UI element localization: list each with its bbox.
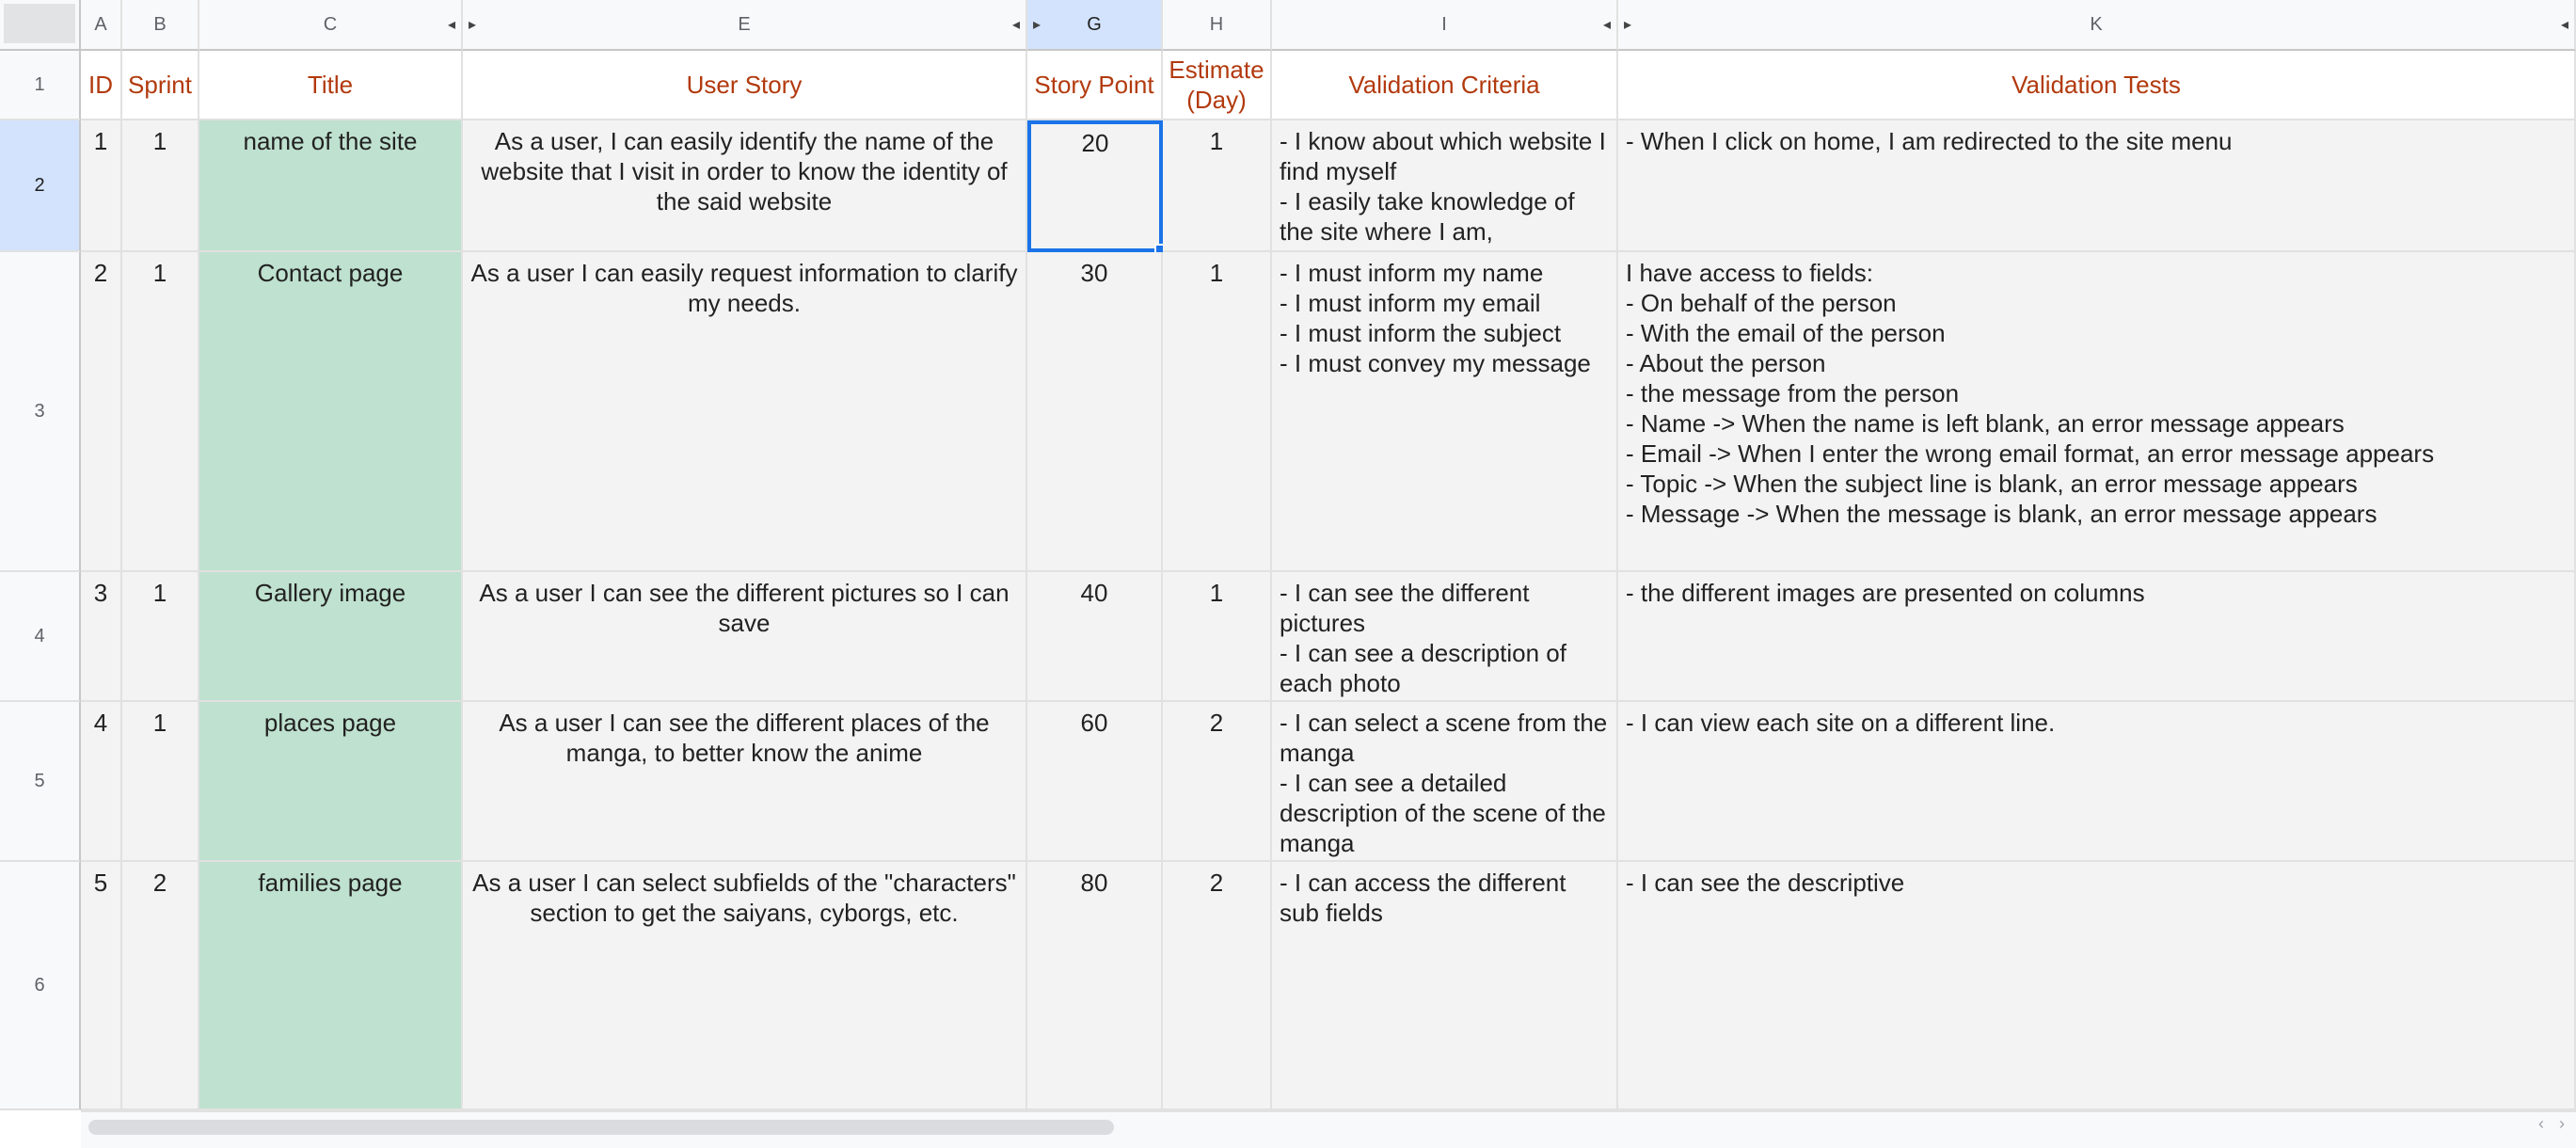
cell-story-point[interactable] [1027,120,1163,252]
cell-text: Contact page [257,259,404,287]
column-header-e[interactable] [463,0,1027,51]
cell-text-line: the site where I am, [1280,217,1493,246]
column-header-label: H [1209,13,1224,35]
column-header-label: A [94,13,107,35]
cell-text-line: manga [1280,829,1355,857]
cell-validation-criteria[interactable] [1272,120,1618,252]
cell-text-line: - When I click on home, I am redirected to the site menu [1626,127,2233,155]
cell-title[interactable] [199,252,463,572]
column-header-i[interactable] [1272,0,1618,51]
cell-validation-tests[interactable] [1618,702,2576,862]
row-header-1[interactable]: 1 [0,51,81,120]
cell-text: 80 [1080,869,1108,897]
cell-estimate[interactable] [1163,120,1272,252]
cell-text-line: - I easily take knowledge of [1280,187,1575,215]
cell-text-line: - I can see the different [1280,579,1530,607]
cell-text-line: manga, to better know the anime [565,739,923,767]
cell-estimate[interactable] [1163,702,1272,862]
cell-text: 1 [152,127,167,155]
cell-text-line: - I can view each site on a different line. [1626,709,2056,737]
cell-text-line: my needs. [688,289,801,317]
cell-text-line: description of the scene of the [1280,799,1606,827]
cell-text: 1 [152,709,167,737]
row-header-4[interactable]: 4 [0,572,81,702]
cell-text: 60 [1080,709,1108,737]
cell-user-story[interactable] [463,252,1027,572]
cell-sprint[interactable] [122,252,199,572]
header-cell-title[interactable]: Title [199,51,463,120]
cell-text: 40 [1080,579,1108,607]
cell-estimate[interactable] [1163,572,1272,702]
cell-text: Gallery image [254,579,406,607]
cell-title[interactable] [199,862,463,1110]
cell-text-line: As a user I can see the different places of the [499,709,990,737]
collapse-left-icon[interactable]: ◂ [2560,17,2568,33]
cell-user-story[interactable] [463,862,1027,1110]
cell-user-story[interactable] [463,120,1027,252]
cell-text: 2 [1209,869,1224,897]
cell-text-line: each photo [1280,669,1401,697]
cell-text: name of the site [243,127,418,155]
cell-text: 4 [93,709,108,737]
row-header-5[interactable]: 5 [0,702,81,862]
cell-story-point[interactable] [1027,702,1163,862]
cell-text-line: As a user, I can easily identify the name of the [494,127,994,155]
cell-text: 1 [1209,127,1224,155]
cell-text: 2 [93,259,108,287]
cell-user-story[interactable] [463,702,1027,862]
collapse-left-icon[interactable]: ◂ [447,17,455,33]
cell-title[interactable] [199,120,463,252]
cell-text-line: - Message -> When the message is blank, an error message appears [1626,500,2377,528]
cell-story-point[interactable] [1027,572,1163,702]
cell-validation-criteria[interactable] [1272,862,1618,1110]
cell-text-line: - I can see a detailed [1280,769,1507,797]
cell-text-line: - I must inform the subject [1280,319,1562,347]
column-header-g[interactable] [1027,0,1163,51]
cell-text-line: - I can see the descriptive [1626,869,1905,897]
column-header-label: C [323,13,338,35]
column-header-label: B [153,13,167,35]
cell-estimate[interactable] [1163,862,1272,1110]
cell-text-line: - On behalf of the person [1626,289,1897,317]
cell-text-line: As a user I can select subfields of the "characters" [472,869,1016,897]
cell-id[interactable] [81,572,122,702]
cell-text-line: As a user I can see the different pictures so I can [479,579,1010,607]
cell-text: 5 [93,869,108,897]
cell-text-line: sub fields [1280,899,1383,927]
cell-id[interactable] [81,702,122,862]
expand-right-icon[interactable]: ▸ [1033,17,1042,33]
column-header-label: E [738,13,751,35]
horizontal-scrollbar-thumb[interactable] [88,1120,1114,1135]
cell-text-line: As a user I can easily request information to clarify [470,259,1018,287]
cell-text-line: - I must inform my name [1280,259,1544,287]
cell-text-line: - With the email of the person [1626,319,1946,347]
cell-story-point[interactable] [1027,862,1163,1110]
header-cell-user-story[interactable]: User Story [463,51,1027,120]
cell-text: 1 [1209,259,1224,287]
cell-title[interactable] [199,572,463,702]
cell-text: 20 [1081,129,1109,157]
cell-sprint[interactable] [122,702,199,862]
cell-text-line: - I know about which website I [1280,127,1606,155]
column-header-label: G [1087,13,1102,35]
cell-text: 2 [1209,709,1224,737]
cell-validation-criteria[interactable] [1272,572,1618,702]
cell-text: 3 [93,579,108,607]
expand-right-icon[interactable]: ▸ [469,17,477,33]
header-text-line: Estimate [1169,56,1264,84]
column-header-b[interactable] [122,0,199,51]
row-header-2[interactable]: 2 [0,120,81,252]
cell-text: 1 [93,127,108,155]
collapse-left-icon[interactable]: ◂ [1602,17,1611,33]
cell-story-point[interactable] [1027,252,1163,572]
row-header-6[interactable]: 6 [0,862,81,1110]
cell-text-line: - the different images are presented on columns [1626,579,2145,607]
cell-text-line: - Email -> When I enter the wrong email format, an error message appears [1626,439,2435,468]
cell-sprint[interactable] [122,862,199,1110]
cell-text-line: manga [1280,739,1355,767]
cell-validation-tests[interactable] [1618,252,2576,572]
row-header-3[interactable]: 3 [0,252,81,572]
cell-text: 1 [152,259,167,287]
cell-id[interactable] [81,252,122,572]
header-cell-validation-criteria[interactable]: Validation Criteria [1272,51,1618,120]
cell-text: 1 [1209,579,1224,607]
column-header-k[interactable] [1618,0,2576,51]
cell-text-line: find myself [1280,157,1397,185]
cell-user-story[interactable] [463,572,1027,702]
header-text [1169,55,1264,115]
column-header-h[interactable] [1163,0,1272,51]
header-cell-id[interactable]: ID [81,51,122,120]
cell-text: places page [263,709,397,737]
column-header-label: I [1441,13,1447,35]
cell-estimate[interactable] [1163,252,1272,572]
cell-sprint[interactable] [122,572,199,702]
expand-right-icon[interactable]: ▸ [1624,17,1632,33]
cell-text-line: section to get the saiyans, cyborgs, etc. [530,899,959,927]
cell-validation-criteria[interactable] [1272,702,1618,862]
cell-title[interactable] [199,702,463,862]
collapse-left-icon[interactable]: ◂ [1011,17,1020,33]
cell-text-line: website that I visit in order to know the identity of [481,157,1008,185]
header-cell-story-point[interactable]: Story Point [1027,51,1163,120]
cell-text-line: the said website [656,187,833,215]
scroll-left-icon[interactable]: ‹ [2538,1114,2544,1133]
column-header-label: K [2090,13,2103,35]
cell-text-line: - the message from the person [1626,379,1960,407]
select-all-corner[interactable] [0,0,81,51]
cell-text: 1 [152,579,167,607]
cell-text-line: - I can select a scene from the [1280,709,1608,737]
cell-sprint[interactable] [122,120,199,252]
cell-validation-tests[interactable] [1618,120,2576,252]
cell-text-line: - Name -> When the name is left blank, an error message appears [1626,409,2345,438]
cell-id[interactable] [81,862,122,1110]
header-cell-validation-tests[interactable]: Validation Tests [1618,51,2576,120]
cell-text-line: - I must convey my message [1280,349,1591,377]
cell-text-line: I have access to fields: [1626,259,1874,287]
cell-text-line: - I can access the different [1280,869,1566,897]
horizontal-scrollbar[interactable] [81,1110,2576,1148]
column-header-a[interactable] [81,0,122,51]
cell-text: 2 [152,869,167,897]
cell-text: families page [258,869,403,897]
cell-validation-criteria[interactable] [1272,252,1618,572]
cell-id[interactable] [81,120,122,252]
column-header-c[interactable] [199,0,463,51]
cell-text-line: - About the person [1626,349,1826,377]
cell-validation-tests[interactable] [1618,572,2576,702]
header-cell-estimate[interactable] [1163,51,1272,120]
cell-text: 30 [1080,259,1108,287]
header-text-line: (Day) [1186,86,1247,114]
cell-text-line: - I must inform my email [1280,289,1541,317]
cell-text-line: - I can see a description of [1280,639,1566,667]
cell-validation-tests[interactable] [1618,862,2576,1110]
scroll-right-icon[interactable]: › [2559,1114,2565,1133]
cell-text-line: pictures [1280,609,1366,637]
header-cell-sprint[interactable]: Sprint [122,51,199,120]
cell-text-line: - Topic -> When the subject line is blank, an error message appears [1626,470,2358,498]
cell-text-line: save [718,609,771,637]
